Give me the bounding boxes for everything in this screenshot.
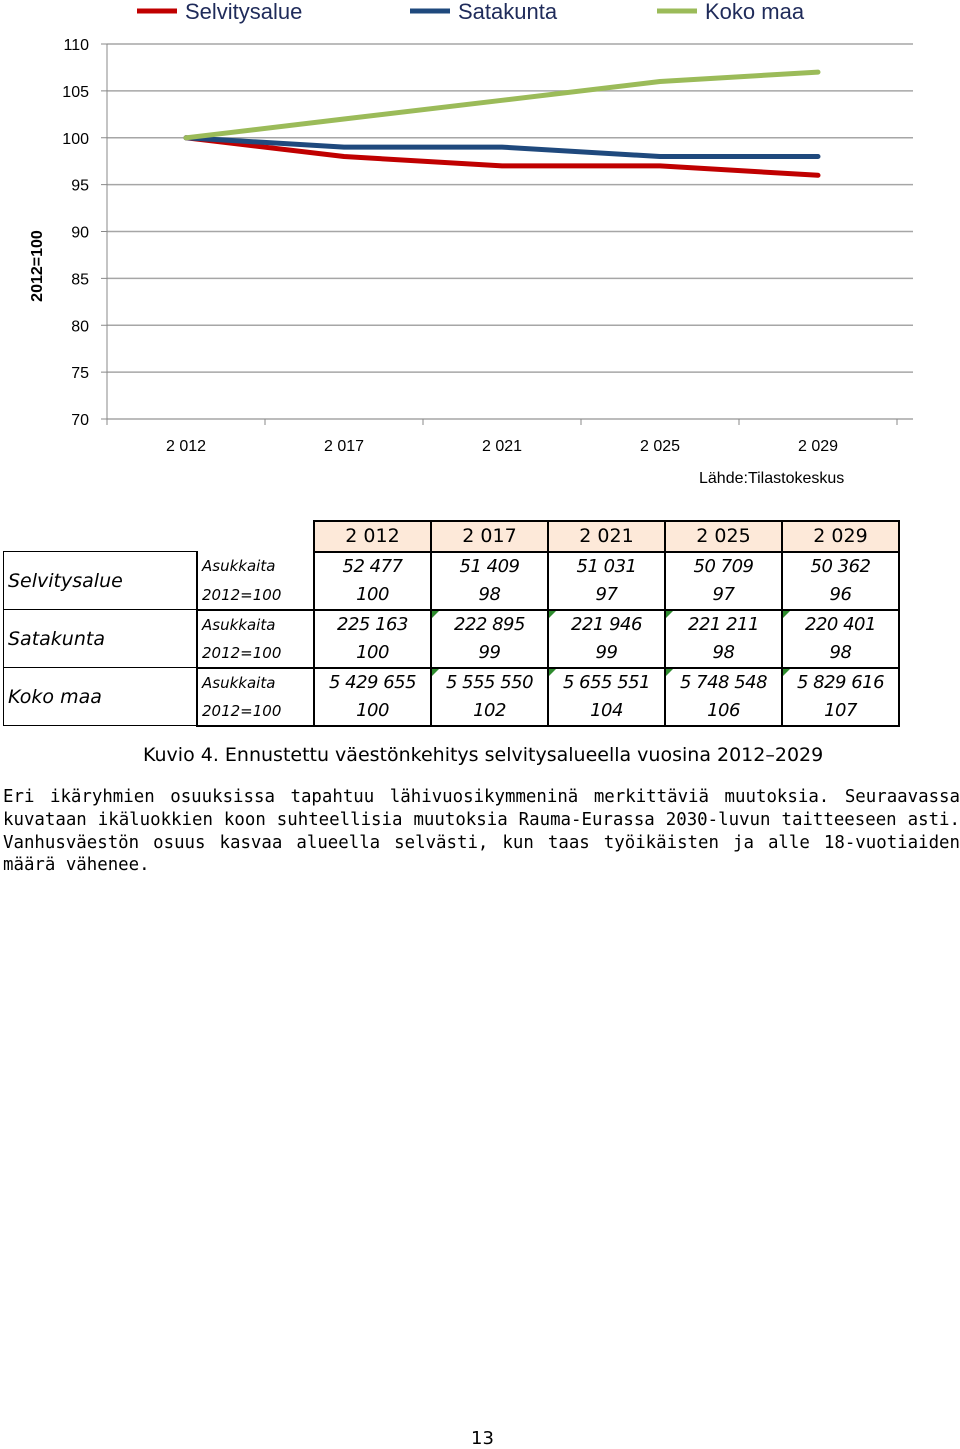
legend-entry: Koko maa — [705, 0, 805, 24]
table-cell: 220 401 — [782, 610, 899, 639]
table-column-header: 2 021 — [548, 521, 665, 552]
table-cell: 5 555 550 — [431, 668, 548, 697]
y-tick-label: 105 — [62, 84, 89, 101]
region-label: Satakunta — [4, 610, 198, 668]
table-cell: 5 429 655 — [314, 668, 431, 697]
region-label: Koko maa — [4, 668, 198, 726]
table-row — [4, 552, 900, 581]
table-cell: 96 — [782, 581, 899, 610]
table-cell: 100 — [314, 697, 431, 726]
x-tick-label: 2 021 — [482, 438, 522, 455]
metric-label: 2012=100 — [197, 639, 314, 668]
y-tick-label: 100 — [62, 131, 89, 148]
table-cell: 98 — [782, 639, 899, 668]
table-cell: 98 — [431, 581, 548, 610]
y-axis-ticks — [62, 37, 89, 429]
metric-label: Asukkaita — [197, 610, 314, 639]
body-paragraph: Eri ikäryhmien osuuksissa tapahtuu lähivuosikymmeninä merkittäviä muutoksia. Seuraavassa kuvataan ikäluokkien koon suhteellisia muutoksia Rauma-Eurassa 2030-luvun taitteeseen asti. Vanhusväestön osuus kasvaa alueella selvästi, kun taas työikäisten ja alle 18-vuotiaiden määrä vähenee. — [3, 786, 960, 877]
table-cell: 100 — [314, 581, 431, 610]
x-axis-ticks — [107, 419, 897, 455]
table-column-header: 2 017 — [431, 521, 548, 552]
table-cell: 5 655 551 — [548, 668, 665, 697]
table-cell: 50 709 — [665, 552, 782, 581]
table-row — [4, 610, 900, 639]
y-tick-label: 85 — [71, 271, 89, 288]
y-tick-label: 75 — [71, 365, 89, 382]
table-cell: 51 031 — [548, 552, 665, 581]
metric-label: Asukkaita — [197, 552, 314, 581]
legend-entry: Satakunta — [458, 0, 558, 24]
chart-source: Lähde:Tilastokeskus — [699, 470, 844, 488]
y-tick-label: 110 — [63, 37, 89, 54]
metric-label: Asukkaita — [197, 668, 314, 697]
table-cell: 51 409 — [431, 552, 548, 581]
table-cell: 97 — [665, 581, 782, 610]
table-cell: 5 748 548 — [665, 668, 782, 697]
y-axis-label: 2012=100 — [29, 230, 46, 302]
table-cell: 5 829 616 — [782, 668, 899, 697]
table-cell: 99 — [431, 639, 548, 668]
series-line-koko-maa — [186, 72, 818, 138]
x-tick-label: 2 025 — [640, 438, 680, 455]
table-row — [4, 668, 900, 697]
table-cell: 104 — [548, 697, 665, 726]
table-cell: 225 163 — [314, 610, 431, 639]
region-label: Selvitysalue — [4, 552, 198, 610]
y-tick-label: 80 — [71, 318, 89, 335]
x-tick-label: 2 029 — [798, 438, 838, 455]
table-cell: 221 211 — [665, 610, 782, 639]
table-corner — [4, 521, 315, 552]
table-header-row — [4, 521, 900, 552]
x-tick-label: 2 012 — [166, 438, 206, 455]
table-cell: 100 — [314, 639, 431, 668]
chart-legend — [137, 0, 805, 24]
table-cell: 222 895 — [431, 610, 548, 639]
y-tick-label: 70 — [71, 412, 89, 429]
legend-entry: Selvitysalue — [185, 0, 302, 24]
x-tick-label: 2 017 — [324, 438, 364, 455]
chart-series — [186, 72, 818, 175]
metric-label: 2012=100 — [197, 697, 314, 726]
figure-caption: Kuvio 4. Ennustettu väestönkehitys selvitysalueella vuosina 2012–2029 — [143, 744, 823, 766]
table-cell: 107 — [782, 697, 899, 726]
y-tick-label: 95 — [71, 178, 89, 195]
metric-label: 2012=100 — [197, 581, 314, 610]
table-cell: 106 — [665, 697, 782, 726]
page-number: 13 — [471, 1428, 494, 1449]
population-table — [3, 520, 900, 727]
table-column-header: 2 025 — [665, 521, 782, 552]
table-cell: 102 — [431, 697, 548, 726]
table-cell: 97 — [548, 581, 665, 610]
y-tick-label: 90 — [71, 225, 89, 242]
table-cell: 99 — [548, 639, 665, 668]
table-column-header: 2 012 — [314, 521, 431, 552]
table-cell: 221 946 — [548, 610, 665, 639]
line-chart — [0, 0, 960, 500]
table-cell: 52 477 — [314, 552, 431, 581]
table-column-header: 2 029 — [782, 521, 899, 552]
table-cell: 50 362 — [782, 552, 899, 581]
table-cell: 98 — [665, 639, 782, 668]
